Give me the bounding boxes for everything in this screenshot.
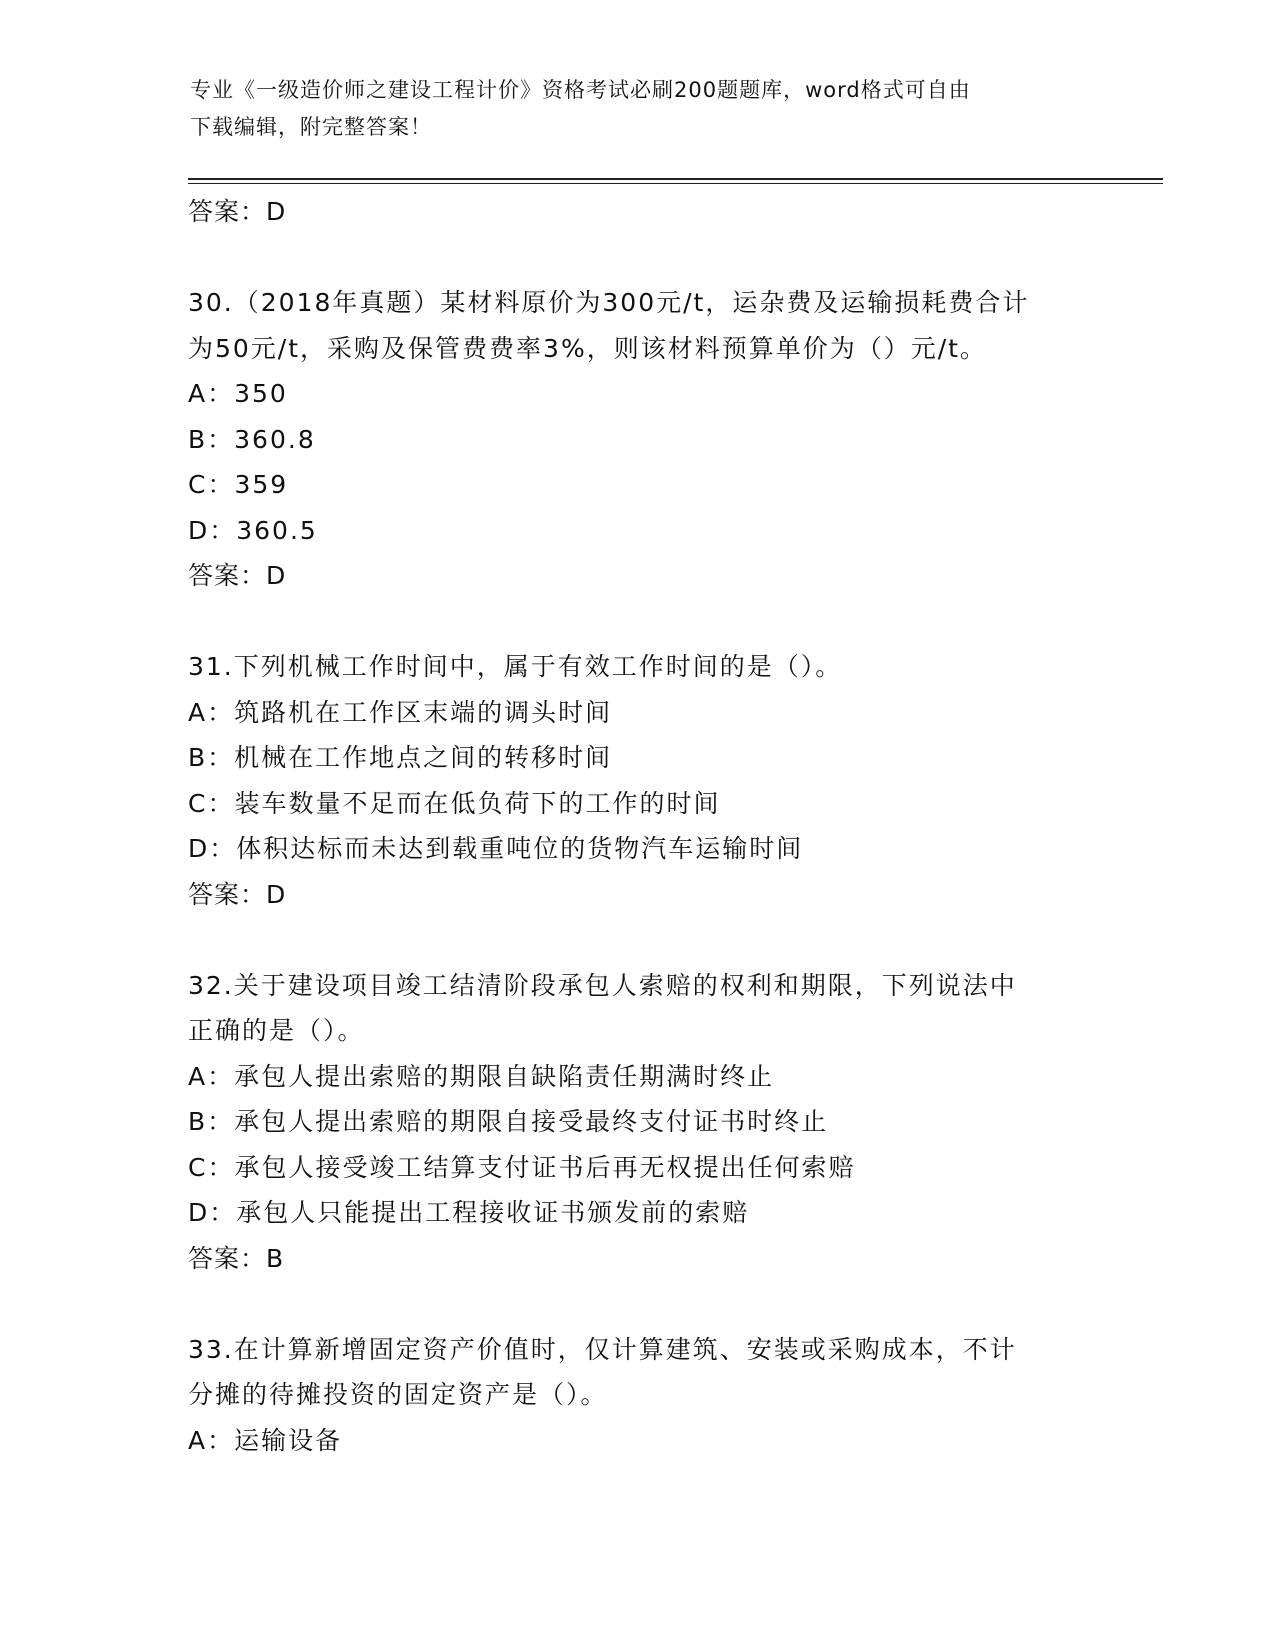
option-d: D：360.5 [188, 515, 318, 545]
option-d: D：承包人只能提出工程接收证书颁发前的索赔 [188, 1198, 750, 1227]
answer-line: 答案：D [188, 879, 287, 909]
answer-line: 答案：D [188, 561, 287, 590]
question-stem-line: 正确的是（）。 [188, 1016, 365, 1045]
question-stem-line: 33.在计算新增固定资产价值时，仅计算建筑、安装或采购成本，不计 [188, 1334, 1017, 1364]
option-b: B：承包人提出索赔的期限自接受最终支付证书时终止 [188, 1107, 829, 1136]
document-header [190, 72, 1090, 146]
spacer [188, 235, 1088, 281]
question-stem-line: 30.（2018年真题）某材料原价为300元/t，运杂费及运输损耗费合计 [188, 288, 1030, 317]
header-divider [188, 178, 1163, 180]
answer-line: 答案：B [188, 1243, 285, 1273]
answer-line: 答案：D [188, 197, 287, 226]
option-c: C：装车数量不足而在低负荷下的工作的时间 [188, 788, 721, 818]
question-stem-line: 32.关于建设项目竣工结清阶段承包人索赔的权利和期限，下列说法中 [188, 970, 1017, 1000]
option-c: C：359 [188, 470, 289, 499]
option-a: A：运输设备 [188, 1425, 343, 1455]
question-stem-line: 为50元/t，采购及保管费费率3%，则该材料预算单价为（）元/t。 [188, 333, 987, 363]
header-divider-thin [188, 183, 1163, 184]
question-33 [188, 1327, 1088, 1464]
document-body [188, 189, 1088, 1463]
question-stem-line: 分摊的待摊投资的固定资产是（）。 [188, 1380, 608, 1409]
spacer [188, 917, 1088, 963]
question-32 [188, 963, 1088, 1282]
header-line: 下载编辑，附完整答案！ [190, 115, 432, 139]
option-b: B：机械在工作地点之间的转移时间 [188, 743, 613, 772]
question-stem-line: 31.下列机械工作时间中，属于有效工作时间的是（）。 [188, 652, 843, 681]
option-a: A：350 [188, 379, 288, 408]
question-30 [188, 280, 1088, 599]
spacer [188, 599, 1088, 645]
header-line: 专业《一级造价师之建设工程计价》资格考试必刷200题题库，word格式可自由 [190, 78, 971, 102]
option-a: A：承包人提出索赔的期限自缺陷责任期满时终止 [188, 1061, 775, 1091]
option-c: C：承包人接受竣工结算支付证书后再无权提出任何索赔 [188, 1152, 856, 1182]
question-31 [188, 644, 1088, 917]
spacer [188, 1281, 1088, 1327]
option-d: D：体积达标而未达到载重吨位的货物汽车运输时间 [188, 834, 804, 863]
option-a: A：筑路机在工作区末端的调头时间 [188, 697, 613, 727]
option-b: B：360.8 [188, 424, 316, 454]
